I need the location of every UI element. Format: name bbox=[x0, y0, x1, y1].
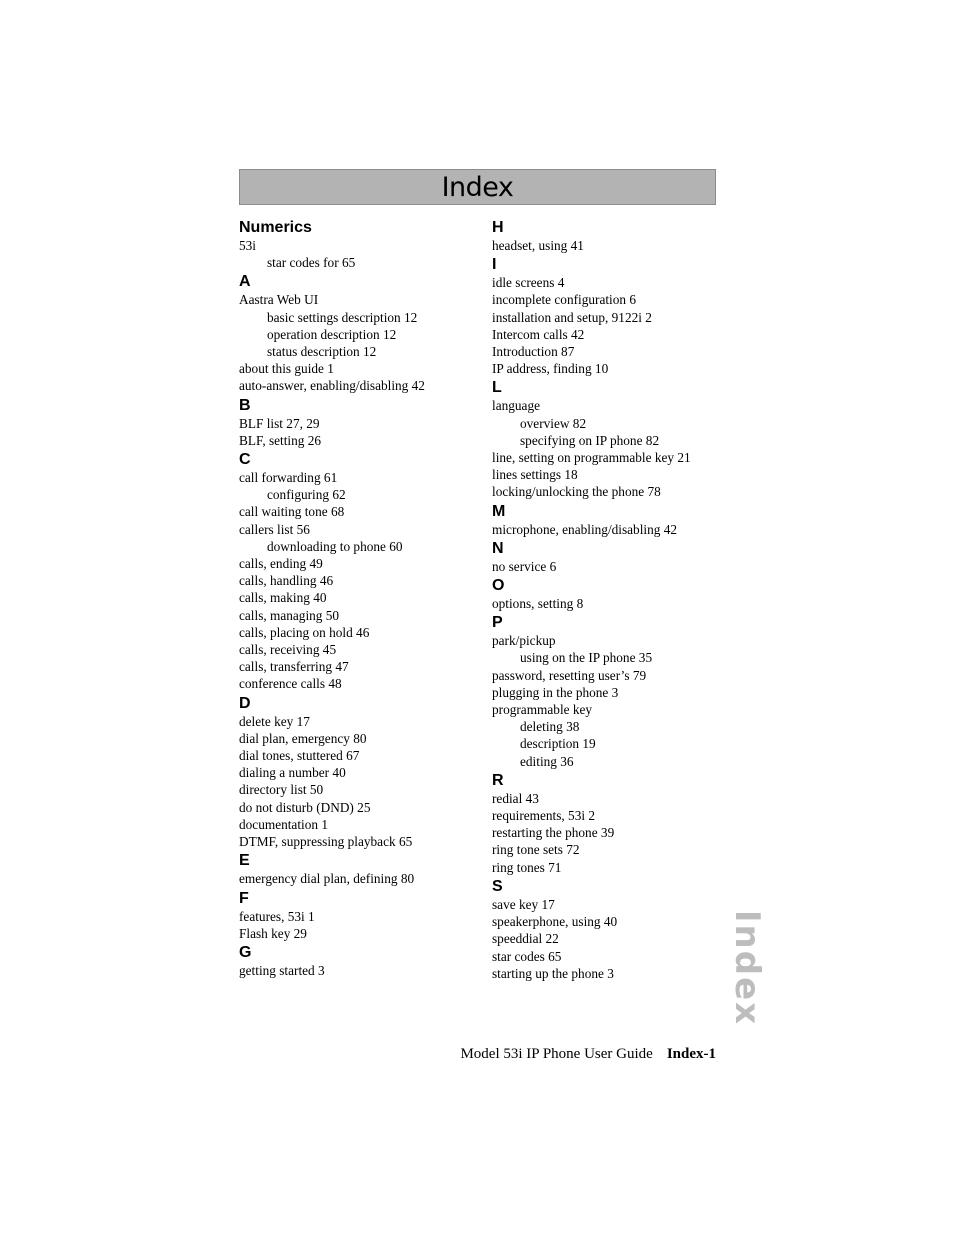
index-entry: locking/unlocking the phone 78 bbox=[492, 484, 661, 500]
index-column-right bbox=[492, 218, 732, 982]
index-entry: BLF, setting 26 bbox=[239, 432, 322, 448]
index-entry: no service 6 bbox=[492, 558, 557, 574]
letter-heading: E bbox=[239, 852, 250, 870]
letter-heading: Numerics bbox=[239, 219, 312, 236]
letter-heading: A bbox=[239, 273, 251, 291]
index-title-bar bbox=[239, 169, 716, 205]
index-entry: delete key 17 bbox=[239, 713, 310, 729]
index-subentry: basic settings description 12 bbox=[267, 309, 418, 325]
index-entry: about this guide 1 bbox=[239, 361, 334, 377]
index-entry: save key 17 bbox=[492, 896, 555, 912]
letter-heading: F bbox=[239, 889, 249, 907]
index-entry: programmable key bbox=[492, 702, 593, 718]
index-entry: documentation 1 bbox=[239, 816, 328, 832]
index-subentry: overview 82 bbox=[520, 415, 587, 431]
page-title: Index bbox=[441, 171, 514, 203]
side-tab-label: Index bbox=[727, 909, 767, 1027]
index-entry: calls, receiving 45 bbox=[239, 642, 337, 658]
index-subentry: deleting 38 bbox=[520, 719, 580, 735]
index-entry: BLF list 27, 29 bbox=[239, 415, 320, 431]
index-entry: call waiting tone 68 bbox=[239, 504, 345, 520]
index-entry: ring tone sets 72 bbox=[492, 842, 580, 858]
index-subentry: editing 36 bbox=[520, 753, 574, 769]
index-subentry: specifying on IP phone 82 bbox=[520, 432, 660, 448]
index-entry: calls, handling 46 bbox=[239, 573, 334, 589]
letter-heading: S bbox=[492, 877, 503, 895]
letter-heading: G bbox=[239, 943, 252, 961]
index-subentry: using on the IP phone 35 bbox=[520, 650, 653, 666]
index-entry: password, resetting user’s 79 bbox=[492, 667, 647, 683]
footer-guide-title: Model 53i IP Phone User Guide bbox=[460, 1046, 653, 1062]
index-entry: auto-answer, enabling/disabling 42 bbox=[239, 378, 425, 394]
letter-heading: N bbox=[492, 539, 504, 557]
letter-heading: I bbox=[492, 256, 497, 274]
index-entry: plugging in the phone 3 bbox=[492, 684, 619, 700]
index-entry: Intercom calls 42 bbox=[492, 326, 585, 342]
index-entry: features, 53i 1 bbox=[239, 908, 315, 924]
index-entry: Flash key 29 bbox=[239, 925, 307, 941]
index-entry: incomplete configuration 6 bbox=[492, 292, 637, 308]
letter-heading: O bbox=[492, 577, 505, 595]
index-entry: getting started 3 bbox=[239, 962, 325, 978]
index-entry: requirements, 53i 2 bbox=[492, 808, 596, 824]
letter-heading: H bbox=[492, 219, 504, 236]
letter-heading: P bbox=[492, 614, 503, 632]
letter-heading: R bbox=[492, 771, 504, 789]
index-entry: headset, using 41 bbox=[492, 238, 584, 253]
index-entry: emergency dial plan, defining 80 bbox=[239, 871, 415, 887]
index-entry: dial plan, emergency 80 bbox=[239, 730, 367, 746]
page-number: Index-1 bbox=[666, 1046, 716, 1062]
side-tab bbox=[717, 909, 777, 1027]
index-subentry: description 19 bbox=[520, 736, 596, 752]
index-entry: microphone, enabling/disabling 42 bbox=[492, 521, 678, 537]
index-subentry: configuring 62 bbox=[267, 487, 346, 503]
letter-heading: B bbox=[239, 396, 251, 414]
index-entry: do not disturb (DND) 25 bbox=[239, 799, 371, 815]
index-subentry: star codes for 65 bbox=[267, 255, 356, 271]
index-entry: lines settings 18 bbox=[492, 467, 578, 483]
index-subentry: operation description 12 bbox=[267, 326, 397, 342]
index-entry: star codes 65 bbox=[492, 948, 562, 964]
index-entry: ring tones 71 bbox=[492, 859, 562, 875]
index-entry: Aastra Web UI bbox=[239, 292, 319, 308]
index-entry: options, setting 8 bbox=[492, 596, 584, 612]
page-footer bbox=[400, 1046, 716, 1063]
index-entry: DTMF, suppressing playback 65 bbox=[239, 834, 413, 850]
index-entry: callers list 56 bbox=[239, 521, 310, 537]
index-entry: language bbox=[492, 398, 540, 414]
index-entry: Introduction 87 bbox=[492, 344, 575, 360]
index-entry: directory list 50 bbox=[239, 782, 324, 798]
index-entry: dialing a number 40 bbox=[239, 765, 346, 781]
index-entry: calls, making 40 bbox=[239, 590, 327, 606]
index-entry: line, setting on programmable key 21 bbox=[492, 450, 691, 466]
index-entry: conference calls 48 bbox=[239, 676, 342, 692]
index-entry: calls, managing 50 bbox=[239, 607, 340, 623]
index-entry: IP address, finding 10 bbox=[492, 361, 609, 377]
index-entry: calls, placing on hold 46 bbox=[239, 624, 370, 640]
letter-heading: C bbox=[239, 451, 251, 469]
index-subentry: downloading to phone 60 bbox=[267, 538, 403, 554]
index-entry: restarting the phone 39 bbox=[492, 825, 615, 841]
index-entry: calls, transferring 47 bbox=[239, 659, 349, 675]
index-entry: starting up the phone 3 bbox=[492, 965, 614, 981]
letter-heading: M bbox=[492, 502, 506, 520]
letter-heading: D bbox=[239, 694, 251, 712]
index-entry: redial 43 bbox=[492, 790, 539, 806]
index-subentry: status description 12 bbox=[267, 344, 377, 360]
index-entry: dial tones, stuttered 67 bbox=[239, 748, 360, 764]
index-entry: calls, ending 49 bbox=[239, 556, 323, 572]
index-entry: park/pickup bbox=[492, 633, 556, 649]
letter-heading: L bbox=[492, 379, 502, 397]
index-entry: idle screens 4 bbox=[492, 275, 565, 291]
index-entry: call forwarding 61 bbox=[239, 470, 338, 486]
index-column-left bbox=[239, 218, 479, 979]
index-entry: installation and setup, 9122i 2 bbox=[492, 309, 652, 325]
index-entry: 53i bbox=[239, 238, 256, 253]
index-entry: speeddial 22 bbox=[492, 931, 559, 947]
index-entry: speakerphone, using 40 bbox=[492, 914, 618, 930]
